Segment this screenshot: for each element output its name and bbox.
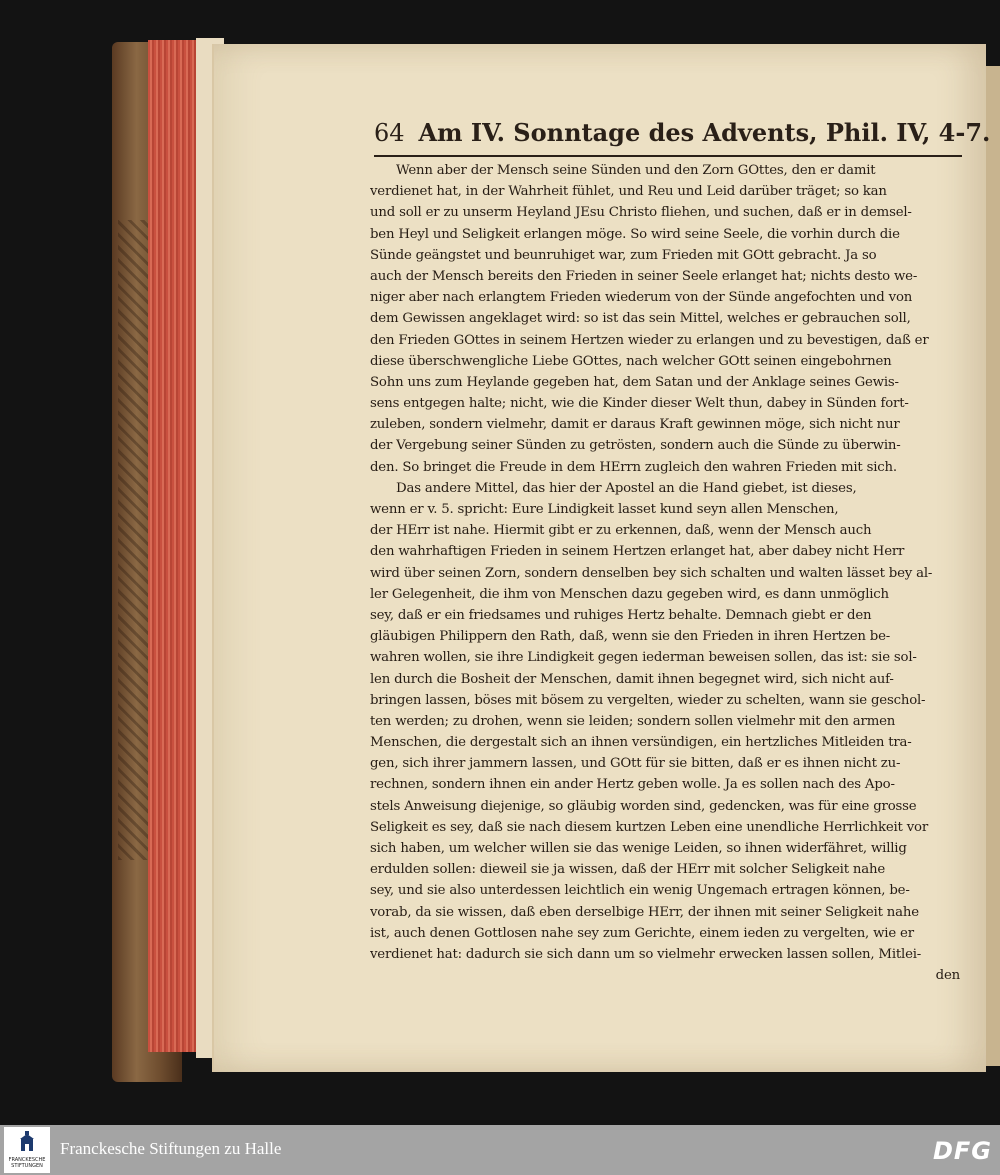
body-text <box>370 160 964 986</box>
text-line: dem Gewissen angeklaget wird: so ist das sein Mittel, welches er gebrauchen soll, <box>370 311 911 327</box>
text-line: den Frieden GOttes in seinem Hertzen wieder zu erlangen und zu bevestigen, daß er <box>370 332 929 348</box>
text-line: Sohn uns zum Heylande gegeben hat, dem Satan und der Anklage seines Gewis- <box>370 374 899 390</box>
text-line: ben Heyl und Seligkeit erlangen möge. So wird seine Seele, die vorhin durch die <box>370 226 900 242</box>
running-head-title: Am IV. Sonntage des Advents, Phil. IV, 4-7. <box>418 118 991 147</box>
text-line: erdulden sollen: dieweil sie ja wissen, daß der HErr mit solcher Seligkeit nahe <box>370 862 886 878</box>
text-line: len durch die Bosheit der Menschen, damit ihnen begegnet wird, sich nicht auf- <box>370 671 894 687</box>
text-line: verdienet hat: dadurch sie sich dann um so vielmehr erwecken lassen sollen, Mitlei- <box>370 946 922 962</box>
text-line: Menschen, die dergestalt sich an ihnen versündigen, ein hertzliches Mitleiden tra- <box>370 735 912 751</box>
text-line: wenn er v. 5. spricht: Eure Lindigkeit lasset kund seyn allen Menschen, <box>370 502 839 517</box>
text-line: stels Anweisung diejenige, so gläubig worden sind, gedencken, was für eine grosse <box>370 798 917 814</box>
text-line: wahren wollen, sie ihre Lindigkeit gegen iederman beweisen sollen, das ist: sie sol- <box>370 650 917 666</box>
text-line: Das andere Mittel, das hier der Apostel an die Hand giebet, ist dieses, <box>396 480 857 496</box>
text-line: ist, auch denen Gottlosen nahe sey zum Gerichte, einem ieden zu vergelten, wie er <box>370 925 914 941</box>
text-line: der HErr ist nahe. Hiermit gibt er zu erkennen, daß, wenn der Mensch auch <box>370 523 872 539</box>
text-line: verdienet hat, in der Wahrheit fühlet, und Reu und Leid darüber träget; so kan <box>370 184 887 200</box>
text-line: wird über seinen Zorn, sondern denselben bey sich schalten und walten lässet bey al- <box>370 565 933 581</box>
text-line: niger aber nach erlangtem Frieden wiederum von der Sünde angefochten und von <box>370 290 913 306</box>
text-line: der Vergebung seiner Sünden zu getrösten, sondern auch die Sünde zu überwin- <box>370 438 901 454</box>
text-line: rechnen, sondern ihnen ein ander Hertz geben wolle. Ja es sollen nach des Apo- <box>370 777 895 793</box>
header-rule <box>374 155 962 157</box>
text-line: den wahrhaftigen Frieden in seinem Hertzen erlanget hat, aber dabey nicht Herr <box>370 544 905 560</box>
page-number: 64 <box>374 119 405 147</box>
text-line: auch der Mensch bereits den Frieden in seiner Seele erlanget hat; nichts desto we- <box>370 268 918 284</box>
text-line: den. So bringet die Freude in dem HErrn zugleich den wahren Frieden mit sich. <box>370 459 897 475</box>
institution-name: Franckesche Stiftungen zu Halle <box>60 1139 282 1158</box>
running-header <box>374 118 991 154</box>
text-line: sens entgegen halte; nicht, wie die Kinder dieser Welt thun, dabey in Sünden fort- <box>370 396 909 412</box>
orphanage-icon <box>18 1131 36 1153</box>
dfg-logo[interactable]: DFG <box>932 1137 992 1165</box>
footer-bar <box>0 1125 1000 1175</box>
text-line: gen, sich ihrer jammern lassen, und GOtt für sie bitten, daß er es ihnen nicht zu- <box>370 756 901 772</box>
text-line: vorab, da sie wissen, daß eben derselbige HErr, der ihnen mit seiner Seligkeit nahe <box>370 904 919 920</box>
text-line: bringen lassen, böses mit bösem zu vergelten, wieder zu schelten, wann sie geschol- <box>370 692 926 708</box>
text-line: diese überschwengliche Liebe GOttes, nach welcher GOtt seinen eingebohrnen <box>370 353 892 369</box>
foundation-logo[interactable] <box>4 1127 50 1173</box>
text-line: sey, daß er ein friedsames und ruhiges Hertz behalte. Demnach giebt er den <box>370 607 872 623</box>
catchword: den <box>935 968 960 984</box>
page-fore-edge <box>986 66 1000 1066</box>
text-line: ten werden; zu drohen, wenn sie leiden; sondern sollen vielmehr mit den armen <box>370 713 896 729</box>
text-line: und soll er zu unserm Heyland JEsu Christo fliehen, und suchen, daß er in demsel- <box>370 205 912 221</box>
text-line: zuleben, sondern vielmehr, damit er daraus Kraft gewinnen möge, sich nicht nur <box>370 417 900 433</box>
text-line: Wenn aber der Mensch seine Sünden und den Zorn GOttes, den er damit <box>396 163 876 178</box>
logo-caption: FRANCKESCHE STIFTUNGEN <box>8 1157 46 1169</box>
text-line: gläubigen Philippern den Rath, daß, wenn sie den Frieden in ihren Hertzen be- <box>370 629 891 645</box>
text-line: ler Gelegenheit, die ihm von Menschen dazu gegeben wird, es dann unmöglich <box>370 586 889 602</box>
text-line: Seligkeit es sey, daß sie nach diesem kurtzen Leben eine unendliche Herrlichkeit vor <box>370 819 929 835</box>
text-line: Sünde geängstet und beunruhiget war, zum Frieden mit GOtt gebracht. Ja so <box>370 247 877 263</box>
text-line: sey, und sie also unterdessen leichtlich ein wenig Ungemach ertragen können, be- <box>370 883 910 899</box>
text-line: sich haben, um welcher willen sie das wenige Leiden, so ihnen widerfähret, willig <box>370 841 907 856</box>
